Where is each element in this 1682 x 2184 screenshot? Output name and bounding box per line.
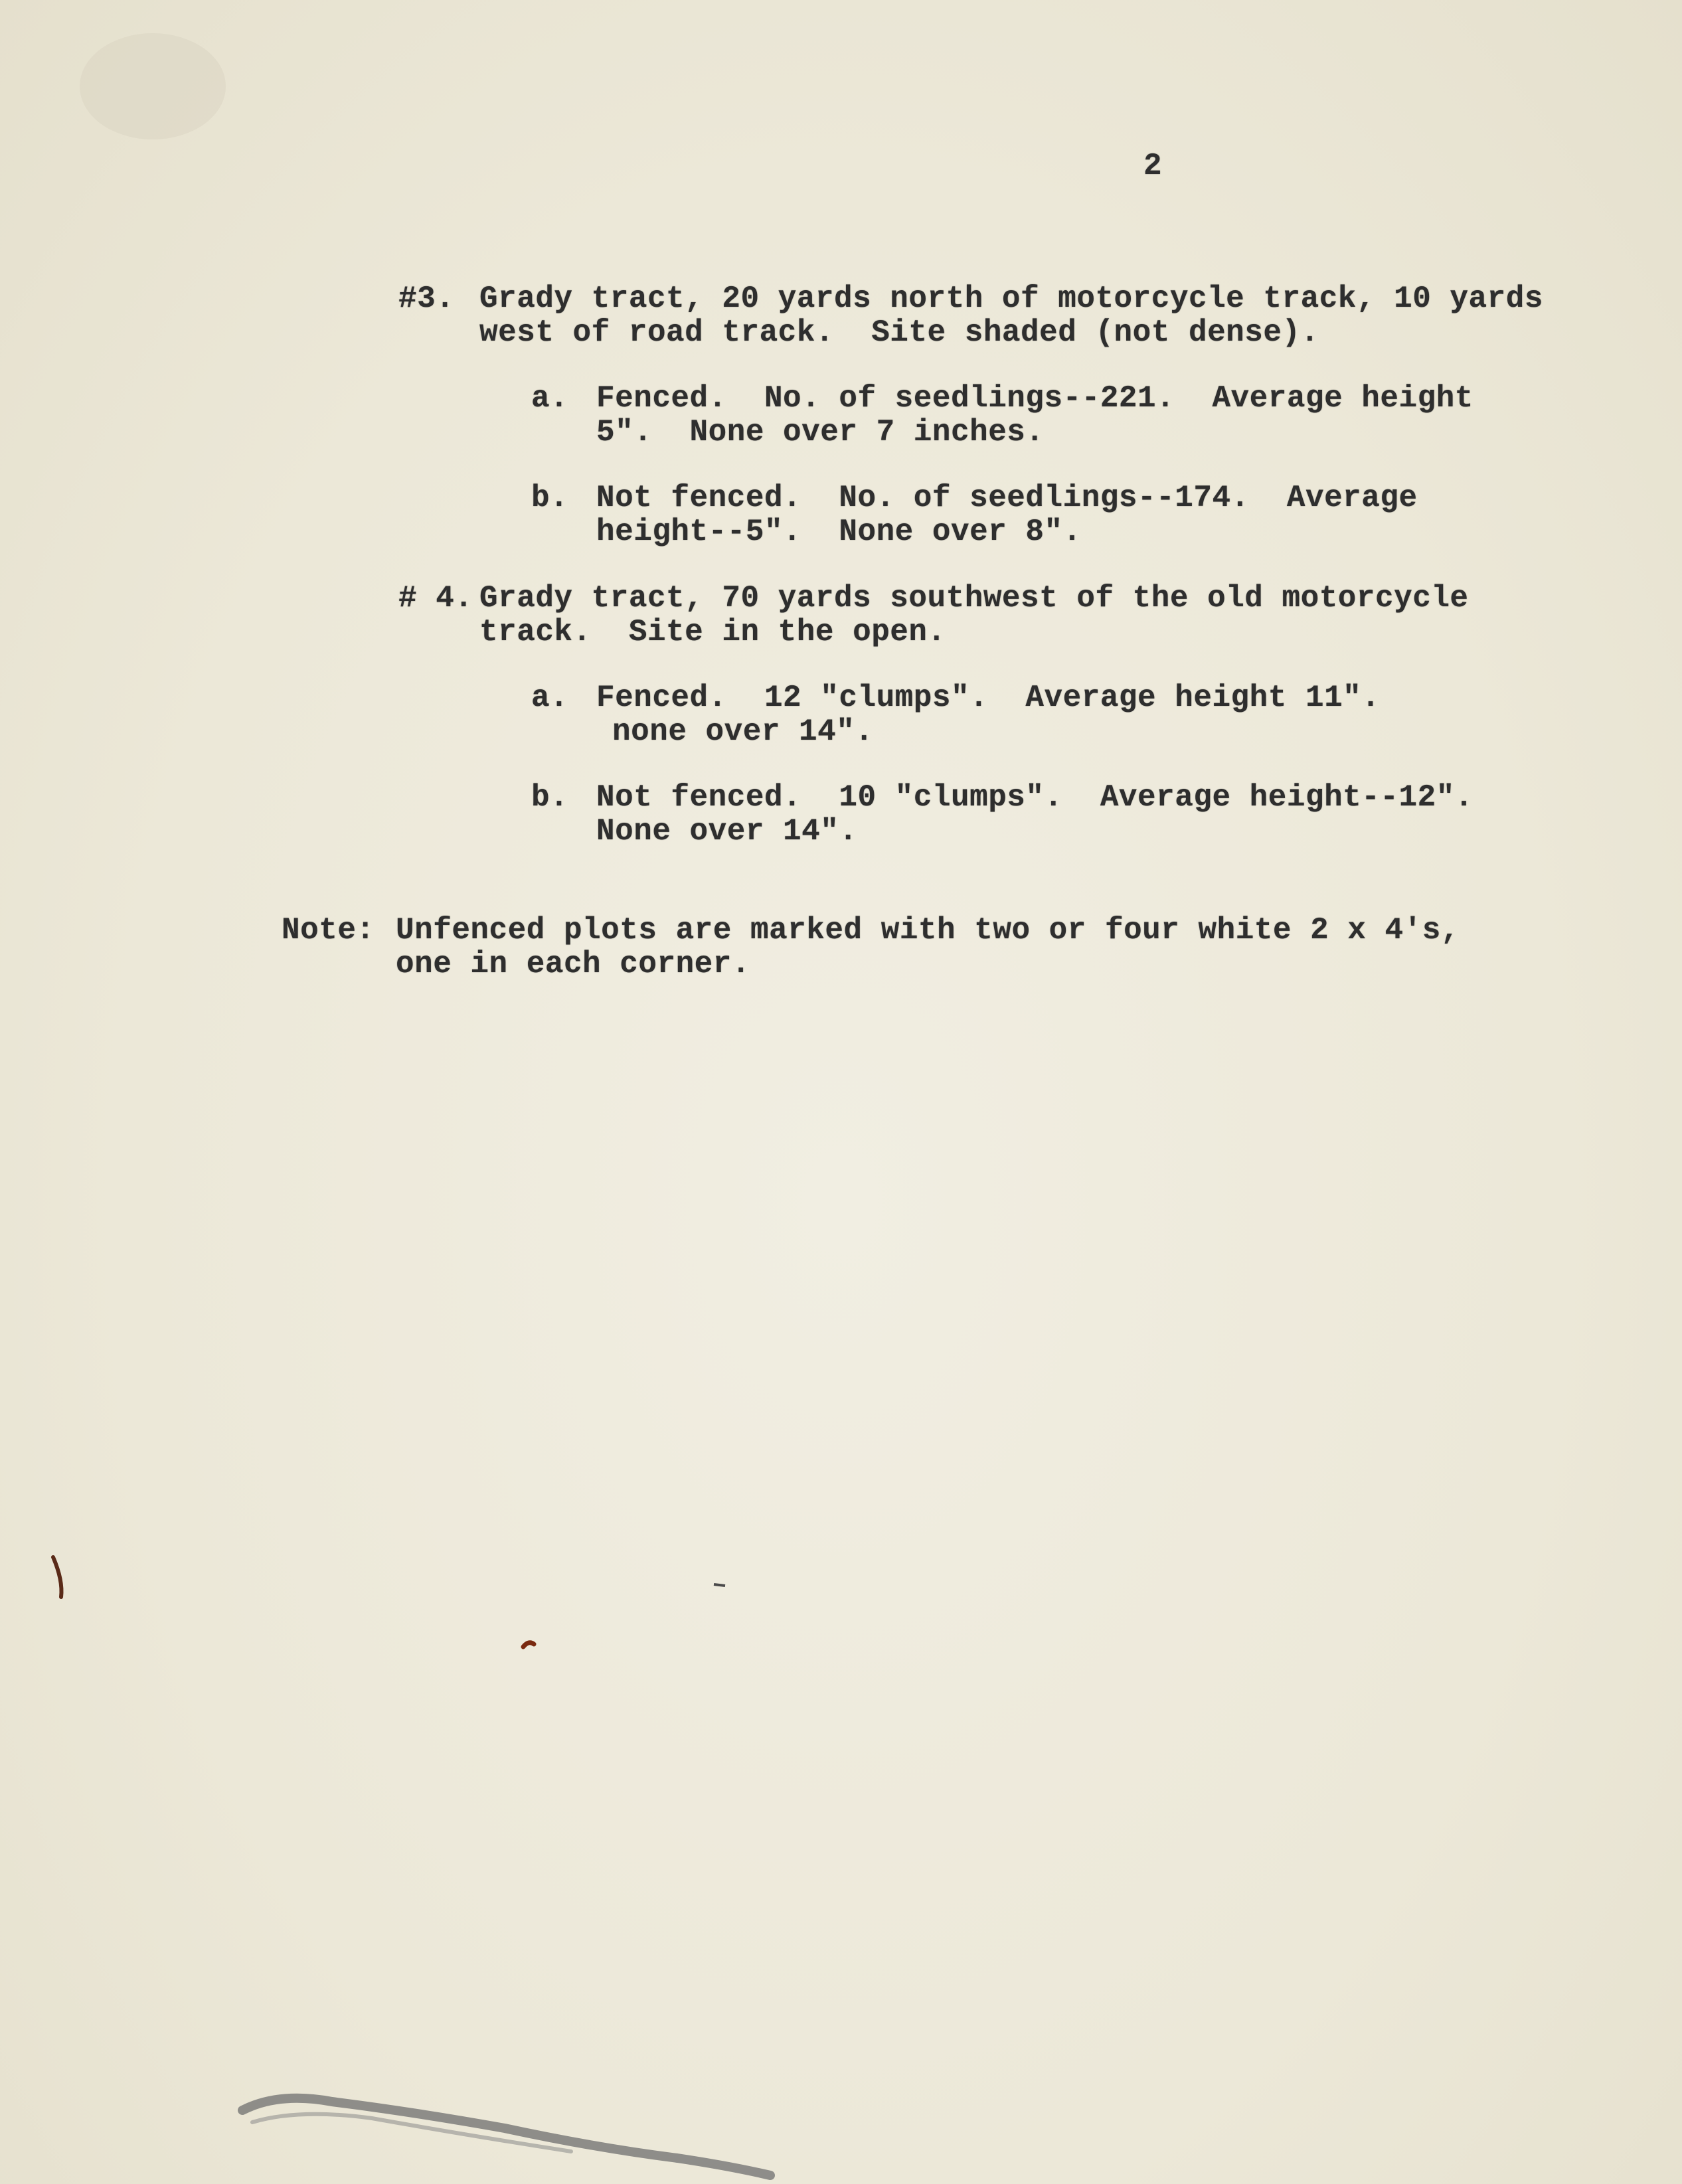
item-4a-line-2: none over 14".	[612, 714, 874, 749]
item-3-number: #3.	[398, 282, 455, 316]
item-4b-letter: b.	[531, 780, 569, 815]
item-3a-letter: a.	[531, 381, 569, 416]
item-4a-letter: a.	[531, 681, 569, 715]
note-label: Note:	[282, 913, 375, 948]
item-4-line-2: track. Site in the open.	[479, 615, 946, 649]
item-4-number: # 4.	[398, 581, 473, 616]
note-line-2: one in each corner.	[396, 947, 750, 981]
item-4b-line-1: Not fenced. 10 "clumps". Average height--12".	[596, 780, 1473, 815]
item-3b-letter: b.	[531, 481, 569, 515]
item-4-line-1: Grady tract, 70 yards southwest of the old motorcycle	[479, 581, 1469, 616]
note-line-1: Unfenced plots are marked with two or four white 2 x 4's,	[396, 913, 1460, 948]
item-3a-line-2: 5". None over 7 inches.	[596, 415, 1045, 450]
page-number: 2	[1143, 149, 1163, 183]
item-4b-line-2: None over 14".	[596, 814, 858, 849]
item-3b-line-1: Not fenced. No. of seedlings--174. Average	[596, 481, 1418, 515]
item-3-line-2: west of road track. Site shaded (not dense).	[479, 315, 1319, 350]
item-4a-line-1: Fenced. 12 "clumps". Average height 11".	[596, 681, 1381, 715]
item-3a-line-1: Fenced. No. of seedlings--221. Average height	[596, 381, 1473, 416]
item-3-line-1: Grady tract, 20 yards north of motorcycle track, 10 yards	[479, 282, 1543, 316]
item-3b-line-2: height--5". None over 8".	[596, 515, 1082, 549]
